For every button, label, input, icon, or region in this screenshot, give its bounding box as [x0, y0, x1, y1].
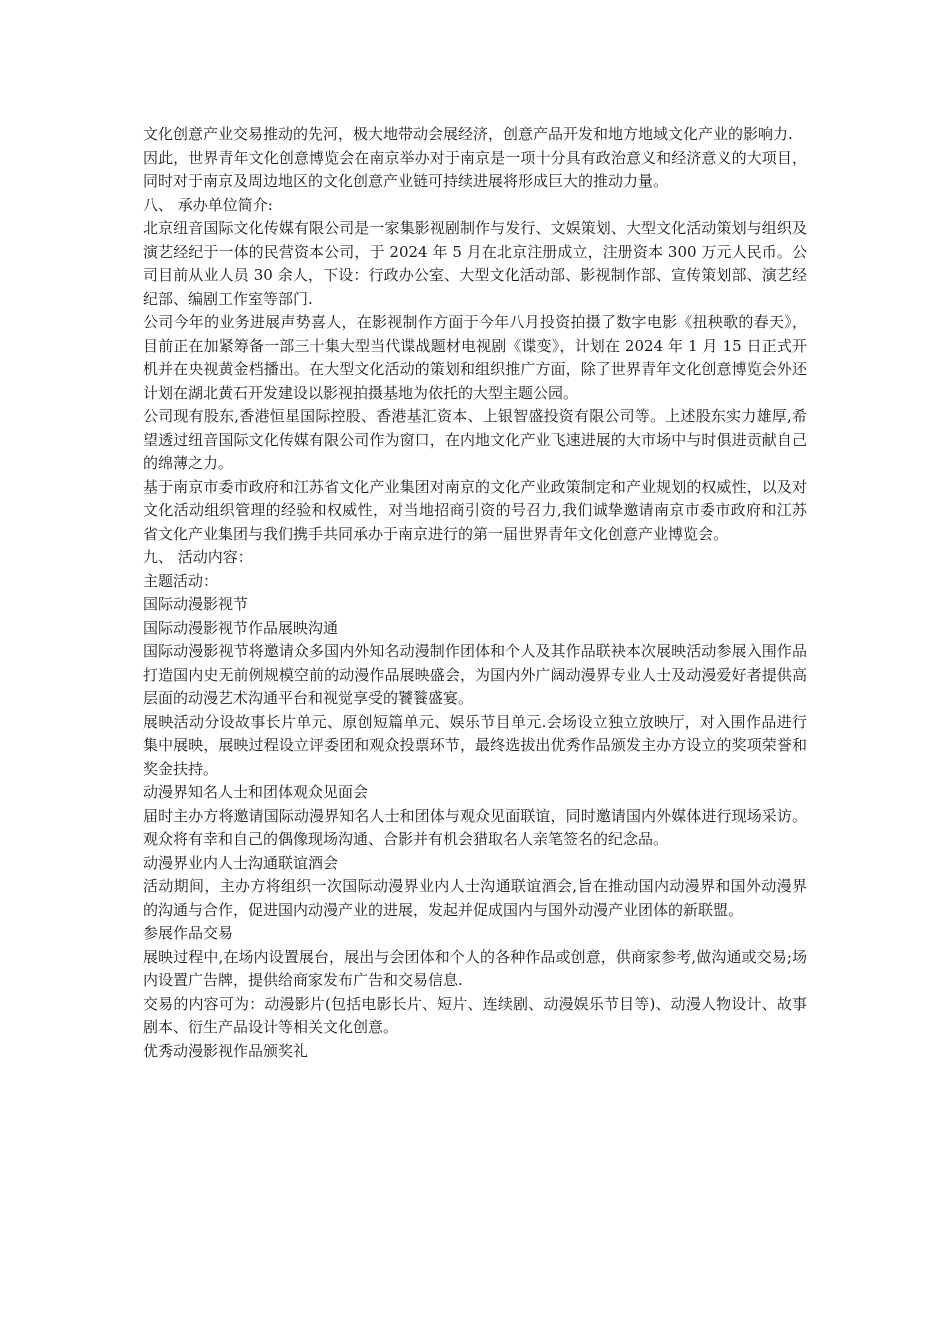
section-heading-activities: 九、 活动内容： [143, 548, 253, 566]
paragraph-industry-reception: 活动期间，主办方将组织一次国际动漫界业内人士沟通联谊酒会,旨在推动国内动漫界和国外动漫界的沟通与合作，促进国内动漫产业的进展，发起并促成国内与国外动漫产业团体的新联盟。 [143, 877, 807, 919]
subheading-industry-reception: 动漫界业内人士沟通联谊酒会 [143, 853, 339, 872]
paragraph-intro-continuation: 文化创意产业交易推动的先河，极大地带动会展经济，创意产品开发和地方地域文化产业的影响力. [143, 125, 793, 143]
paragraph-company-profile: 北京纽音国际文化传媒有限公司是一家集影视剧制作与发行、文娱策划、大型文化活动策划与组织及演艺经纪于一体的民营资本公司，于 2024 年 5 月在北京注册成立，注册资本 300 万元人民币。公司目前从业人员 30 余人，下设：行政办公室、大型文化活动部、影视制作部、宣传策划部、演艺经纪部、编剧工作室等部门. [143, 219, 807, 308]
document-page [143, 123, 807, 1063]
subheading-works-trade: 参展作品交易 [143, 924, 234, 942]
subheading-animation-festival: 国际动漫影视节 [143, 595, 249, 613]
paragraph-trade-content: 交易的内容可为：动漫影片(包括电影长片、短片、连续剧、动漫娱乐节目等)、动漫人物设计、故事剧本、衍生产品设计等相关文化创意。 [143, 994, 807, 1036]
subheading-awards-ceremony: 优秀动漫影视作品颁奖礼 [143, 1041, 309, 1060]
paragraph-exhibition-booths: 展映过程中,在场内设置展台，展出与会团体和个人的各种作品或创意，供商家参考,做沟通或交易;场内设置广告牌，提供给商家发布广告和交易信息. [143, 947, 807, 989]
paragraph-festival-description: 国际动漫影视节将邀请众多国内外知名动漫制作团体和个人及其作品联袂本次展映活动参展入围作品打造国内史无前例规模空前的动漫作品展映盛会，为国内外广阔动漫界专业人士及动漫爱好者提供高层面的动漫艺术沟通平台和视觉享受的饕餮盛宴。 [143, 642, 807, 707]
paragraph-invitation: 基于南京市委市政府和江苏省文化产业集团对南京的文化产业政策制定和产业规划的权威性，以及对文化活动组织管理的经验和权威性，对当地招商引资的号召力,我们诚挚邀请南京市委市政府和江苏省文化产业集团与我们携手共同承办于南京进行的第一届世界青年文化创意产业博览会。 [143, 477, 807, 543]
subheading-theme-activities: 主题活动： [143, 571, 219, 590]
paragraph-fan-meeting: 届时主办方将邀请国际动漫界知名人士和团体与观众见面联谊，同时邀请国内外媒体进行现场采访。观众将有幸和自己的偶像现场沟通、合影并有机会猎取名人亲笔签名的纪念品。 [143, 806, 807, 848]
paragraph-company-business: 公司今年的业务进展声势喜人，在影视制作方面于今年八月投资拍摄了数字电影《扭秧歌的春天》，目前正在加紧筹备一部三十集大型当代谍战题材电视剧《谍变》，计划在 2024 年 1 月 15 日正式开机并在央视黄金档播出。在大型文化活动的策划和组织推广方面，除了世界青年文化创意博览会外还计划在湖北黄石开发建设以影视拍摄基地为依托的大型主题公园。 [143, 313, 807, 402]
subheading-screening-exchange: 国际动漫影视节作品展映沟通 [143, 618, 339, 637]
paragraph-screening-units: 展映活动分设故事长片单元、原创短篇单元、娱乐节目单元.会场设立独立放映厅，对入围作品进行集中展映，展映过程设立评委团和观众投票环节，最终选拔出优秀作品颁发主办方设立的奖项荣誉和奖金扶持。 [143, 712, 807, 778]
paragraph-shareholders: 公司现有股东,香港恒星国际控股、香港基汇资本、上银智盛投资有限公司等。上述股东实力雄厚,希望透过纽音国际文化传媒有限公司作为窗口，在内地文化产业飞速进展的大市场中与时俱进贡献自己的绵薄之力。 [143, 407, 807, 472]
section-heading-organizer: 八、 承办单位简介: [143, 195, 273, 214]
subheading-fan-meeting: 动漫界知名人士和团体观众见面会 [143, 783, 369, 801]
paragraph-significance: 因此，世界青年文化创意博览会在南京举办对于南京是一项十分具有政治意义和经济意义的大项目，同时对于南京及周边地区的文化创意产业链可持续进展将形成巨大的推动力量。 [143, 148, 807, 190]
